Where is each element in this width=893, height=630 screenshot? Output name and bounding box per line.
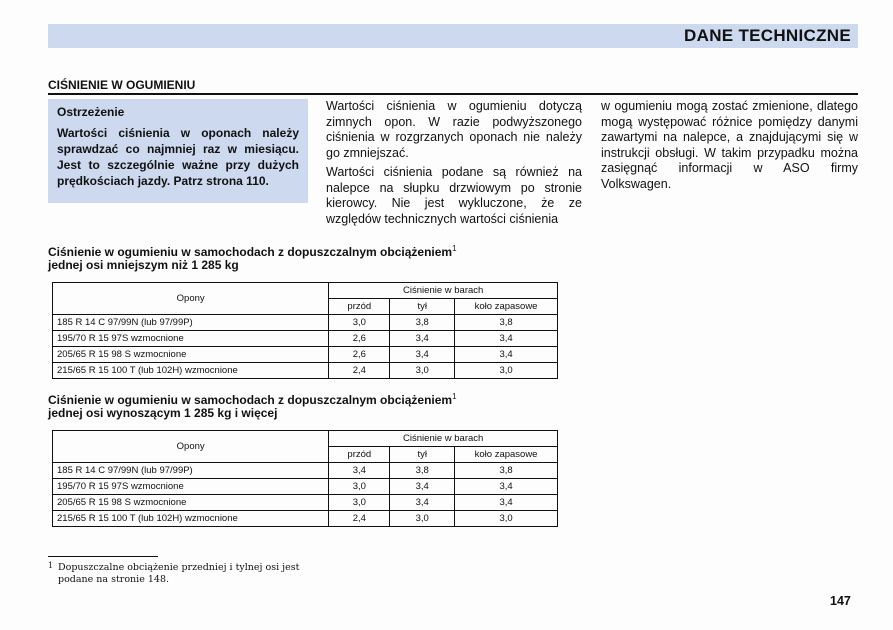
table-row bbox=[53, 511, 558, 527]
column-header-tyres: Opony bbox=[53, 283, 329, 315]
rear-cell: 3,0 bbox=[390, 363, 455, 379]
rear-cell: 3,4 bbox=[390, 347, 455, 363]
text-column-middle bbox=[326, 99, 582, 231]
spare-cell: 3,8 bbox=[455, 463, 558, 479]
table-heading-line1: Ciśnienie w ogumieniu w samochodach z dopuszczalnym obciążeniem bbox=[48, 245, 453, 259]
table-header-row bbox=[53, 283, 558, 299]
spare-cell: 3,4 bbox=[455, 479, 558, 495]
tyre-cell: 195/70 R 15 97S wzmocnione bbox=[53, 479, 329, 495]
rear-cell: 3,8 bbox=[390, 315, 455, 331]
footnote-ref: 1 bbox=[452, 244, 457, 253]
paragraph: Wartości ciśnienia podane są również na nalepce na słupku drzwiowym po stronie kierowcy. Nie jest wykluczone, że ze względów technicznych wartości ciśnienia bbox=[326, 165, 582, 226]
table-heading-line2: jednej osi mniejszym niż 1 285 kg bbox=[48, 258, 239, 272]
column-header-tyres: Opony bbox=[53, 431, 329, 463]
table-row bbox=[53, 347, 558, 363]
tyre-cell: 205/65 R 15 98 S wzmocnione bbox=[53, 495, 329, 511]
column-header-spare: koło zapasowe bbox=[455, 447, 558, 463]
tyre-cell: 205/65 R 15 98 S wzmocnione bbox=[53, 347, 329, 363]
tyre-cell: 185 R 14 C 97/99N (lub 97/99P) bbox=[53, 463, 329, 479]
rear-cell: 3,4 bbox=[390, 331, 455, 347]
rear-cell: 3,8 bbox=[390, 463, 455, 479]
spare-cell: 3,0 bbox=[455, 363, 558, 379]
paragraph: w ogumieniu mogą zostać zmienione, dlatego mogą występować różnice pomiędzy danymi zawartymi na nalepce, a znajdującymi się w instrukcji obsługi. W takim przypadku można zasięgnąć informacji w ASO firmy Volkswagen. bbox=[601, 99, 858, 191]
paragraph: Wartości ciśnienia w ogumieniu dotyczą zimnych opon. W razie podwyższonego ciśnienia w rozgrzanych oponach nie należy go zmniejszać. bbox=[326, 99, 582, 160]
spare-cell: 3,4 bbox=[455, 495, 558, 511]
front-cell: 2,6 bbox=[329, 331, 390, 347]
front-cell: 2,4 bbox=[329, 511, 390, 527]
column-header-rear: tył bbox=[390, 447, 455, 463]
warning-title: Ostrzeżenie bbox=[57, 105, 125, 119]
front-cell: 2,6 bbox=[329, 347, 390, 363]
warning-text: Wartości ciśnienia w oponach należy sprawdzać co najmniej raz w miesiącu. Jest to szczególnie ważne przy dużych prędkościach jazdy. Patrz strona 110. bbox=[57, 126, 299, 188]
table-row bbox=[53, 495, 558, 511]
front-cell: 2,4 bbox=[329, 363, 390, 379]
header-band bbox=[48, 24, 858, 48]
spare-cell: 3,0 bbox=[455, 511, 558, 527]
footnote-divider bbox=[48, 556, 158, 557]
footnote-mark: 1 bbox=[48, 561, 54, 570]
spare-cell: 3,4 bbox=[455, 331, 558, 347]
front-cell: 3,0 bbox=[329, 495, 390, 511]
table-header-row bbox=[53, 431, 558, 447]
warning-box bbox=[48, 99, 308, 203]
footnote-text: Dopuszczalne obciążenie przedniej i tylnej osi jest podane na stronie 148. bbox=[58, 562, 300, 585]
table-row bbox=[53, 331, 558, 347]
front-cell: 3,4 bbox=[329, 463, 390, 479]
front-cell: 3,0 bbox=[329, 479, 390, 495]
tyre-cell: 185 R 14 C 97/99N (lub 97/99P) bbox=[53, 315, 329, 331]
table-heading-line1: Ciśnienie w ogumieniu w samochodach z dopuszczalnym obciążeniem bbox=[48, 393, 453, 407]
section-title: CIŚNIENIE W OGUMIENIU bbox=[48, 78, 196, 92]
rear-cell: 3,4 bbox=[390, 495, 455, 511]
chapter-title: DANE TECHNICZNE bbox=[684, 26, 851, 45]
table-row bbox=[53, 315, 558, 331]
table-row bbox=[53, 463, 558, 479]
column-header-spare: koło zapasowe bbox=[455, 299, 558, 315]
table-heading-line2: jednej osi wynoszącym 1 285 kg i więcej bbox=[48, 406, 278, 420]
footnote bbox=[48, 562, 328, 586]
footnote-ref: 1 bbox=[452, 392, 457, 401]
column-header-rear: tył bbox=[390, 299, 455, 315]
section-divider bbox=[48, 93, 858, 95]
page-number: 147 bbox=[830, 594, 851, 608]
table-row bbox=[53, 363, 558, 379]
spare-cell: 3,8 bbox=[455, 315, 558, 331]
tyre-cell: 215/65 R 15 100 T (lub 102H) wzmocnione bbox=[53, 363, 329, 379]
table-row bbox=[53, 479, 558, 495]
table-heading bbox=[48, 390, 457, 420]
column-header-pressure: Ciśnienie w barach bbox=[329, 431, 558, 447]
text-column-right bbox=[601, 99, 858, 196]
tyre-pressure-table bbox=[52, 282, 558, 379]
tyre-cell: 215/65 R 15 100 T (lub 102H) wzmocnione bbox=[53, 511, 329, 527]
tyre-cell: 195/70 R 15 97S wzmocnione bbox=[53, 331, 329, 347]
column-header-front: przód bbox=[329, 299, 390, 315]
column-header-pressure: Ciśnienie w barach bbox=[329, 283, 558, 299]
spare-cell: 3,4 bbox=[455, 347, 558, 363]
column-header-front: przód bbox=[329, 447, 390, 463]
table-heading bbox=[48, 242, 457, 272]
tyre-pressure-table bbox=[52, 430, 558, 527]
rear-cell: 3,0 bbox=[390, 511, 455, 527]
rear-cell: 3,4 bbox=[390, 479, 455, 495]
front-cell: 3,0 bbox=[329, 315, 390, 331]
